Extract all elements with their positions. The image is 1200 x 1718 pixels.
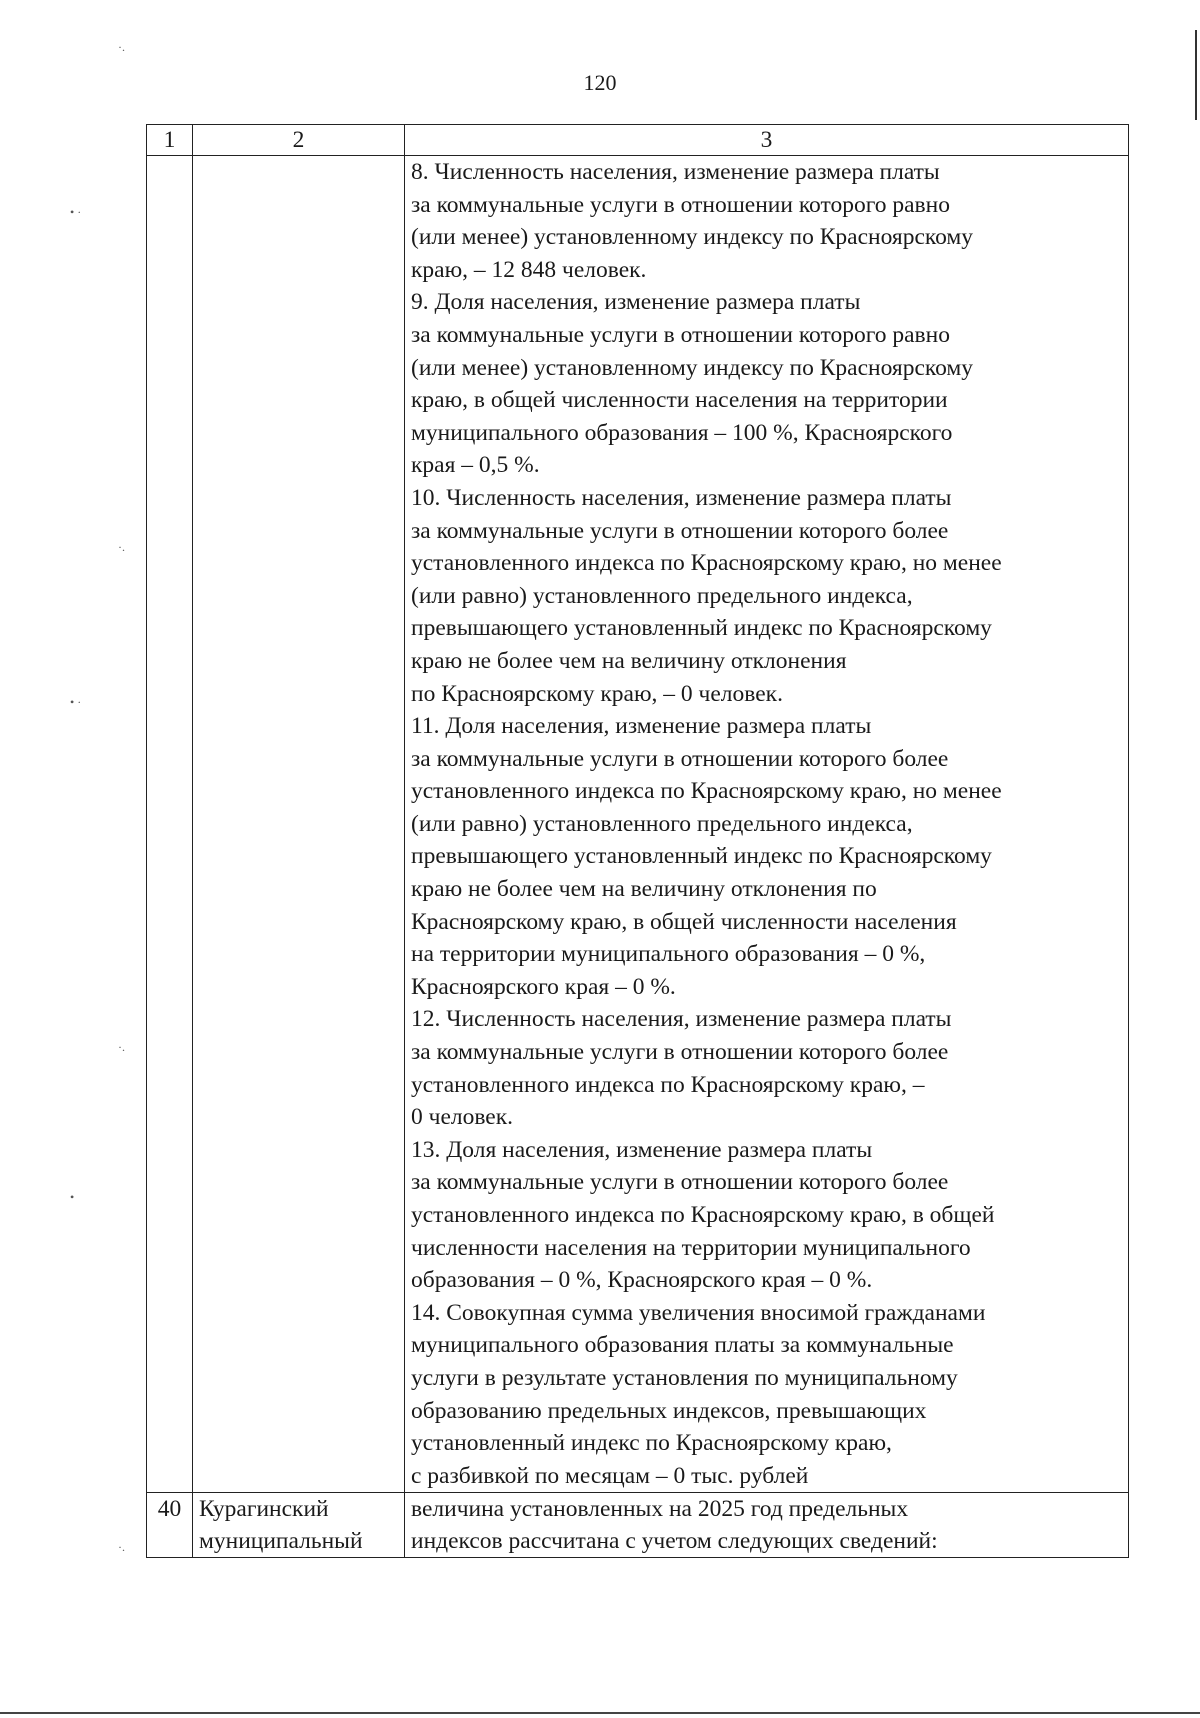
scan-speck: ·. [118, 40, 125, 54]
table-row [147, 156, 1129, 1493]
text-line: услуги в результате установления по муниципальному [411, 1364, 958, 1391]
text-line: Курагинский [199, 1496, 329, 1523]
text-line: 0 человек. [411, 1104, 514, 1131]
text-line: установленного индекса по Красноярскому краю, – [411, 1071, 925, 1098]
text-line: 14. Совокупная сумма увеличения вносимой гражданами [411, 1299, 986, 1326]
paragraph-10 [411, 482, 1122, 710]
text-line: на территории муниципального образования – 0 %, [411, 941, 926, 968]
text-line: с разбивкой по месяцам – 0 тыс. рублей [411, 1462, 809, 1489]
table-row [147, 1493, 1129, 1558]
text-line: муниципального образования платы за коммунальные [411, 1332, 954, 1359]
details-cell [405, 156, 1129, 1493]
paragraph-13 [411, 1134, 1122, 1297]
scan-speck: • · [70, 695, 82, 709]
text-line: за коммунальные услуги в отношении которого равно [411, 321, 950, 348]
header-col-1: 1 [147, 125, 193, 156]
scan-speck: ·. [118, 1540, 125, 1554]
text-line: края – 0,5 %. [411, 452, 540, 479]
table-header-row [147, 125, 1129, 156]
text-line: краю не более чем на величину отклонения [411, 647, 847, 674]
text-line: установленного индекса по Красноярскому краю, в общей [411, 1202, 995, 1228]
text-line: за коммунальные услуги в отношении которого более [411, 1039, 949, 1066]
text-line: краю, в общей численности населения на территории [411, 387, 948, 414]
text-line: 9. Доля населения, изменение размера платы [411, 289, 861, 316]
scan-speck: ·. [118, 1040, 125, 1054]
paragraph-14 [411, 1297, 1122, 1493]
row-number-cell [147, 156, 193, 1493]
text-line: образования – 0 %, Красноярского края – 0 %. [411, 1267, 873, 1294]
text-line: (или равно) установленного предельного индекса, [411, 810, 913, 837]
text-line: превышающего установленный индекс по Красноярскому [411, 615, 992, 642]
text-line: по Красноярскому краю, – 0 человек. [411, 680, 783, 707]
text-line: Красноярского края – 0 %. [411, 973, 676, 1000]
row-number-cell: 40 [147, 1493, 193, 1558]
paragraph-12 [411, 1003, 1122, 1133]
text-line: (или менее) установленному индексу по Красноярскому [411, 224, 974, 251]
text-line: 13. Доля населения, изменение размера платы [411, 1136, 873, 1163]
scan-speck: ·. [118, 540, 125, 554]
text-line: краю не более чем на величину отклонения по [411, 876, 877, 903]
text-line: 12. Численность населения, изменение размера платы [411, 1006, 952, 1033]
scan-speck: • [70, 1190, 75, 1204]
municipality-cell [193, 1493, 405, 1558]
scan-bottom-edge [0, 1712, 1200, 1714]
text-line: образованию предельных индексов, превышающих [411, 1397, 927, 1424]
details-cell [405, 1493, 1129, 1558]
text-line: за коммунальные услуги в отношении которого более [411, 517, 949, 544]
text-line: (или равно) установленного предельного индекса, [411, 582, 913, 609]
scan-speck: • · [70, 205, 82, 219]
paragraph-11 [411, 710, 1122, 1003]
scan-edge-mark [1195, 30, 1197, 120]
text-line: численности населения на территории муниципального [411, 1234, 971, 1261]
text-line: Красноярскому краю, в общей численности населения [411, 908, 957, 935]
paragraph-8 [411, 156, 1122, 286]
text-line: установленного индекса по Красноярскому краю, но менее [411, 778, 1002, 805]
header-col-3: 3 [405, 125, 1129, 156]
text-line: за коммунальные услуги в отношении которого более [411, 1169, 949, 1196]
text-line: за коммунальные услуги в отношении которого равно [411, 191, 950, 218]
text-line: за коммунальные услуги в отношении которого более [411, 745, 949, 772]
page-number: 120 [583, 70, 617, 95]
text-line: превышающего установленный индекс по Красноярскому [411, 843, 992, 870]
paragraph-9 [411, 286, 1122, 482]
text-line: величина установленных на 2025 год предельных [411, 1496, 909, 1523]
text-line: 11. Доля населения, изменение размера платы [411, 713, 872, 740]
text-line: муниципального образования – 100 %, Красноярского [411, 419, 953, 446]
text-line: установленного индекса по Красноярскому краю, но менее [411, 550, 1002, 577]
index-table [146, 124, 1129, 1558]
text-line: 8. Численность населения, изменение размера платы [411, 159, 940, 185]
text-line: муниципальный [199, 1528, 363, 1555]
text-line: индексов рассчитана с учетом следующих сведений: [411, 1528, 938, 1555]
municipality-cell [193, 156, 405, 1493]
text-line: (или менее) установленному индексу по Красноярскому [411, 354, 974, 381]
text-line: установленный индекс по Красноярскому краю, [411, 1430, 892, 1457]
header-col-2: 2 [193, 125, 405, 156]
text-line: краю, – 12 848 человек. [411, 256, 647, 283]
text-line: 10. Численность населения, изменение размера платы [411, 484, 952, 511]
